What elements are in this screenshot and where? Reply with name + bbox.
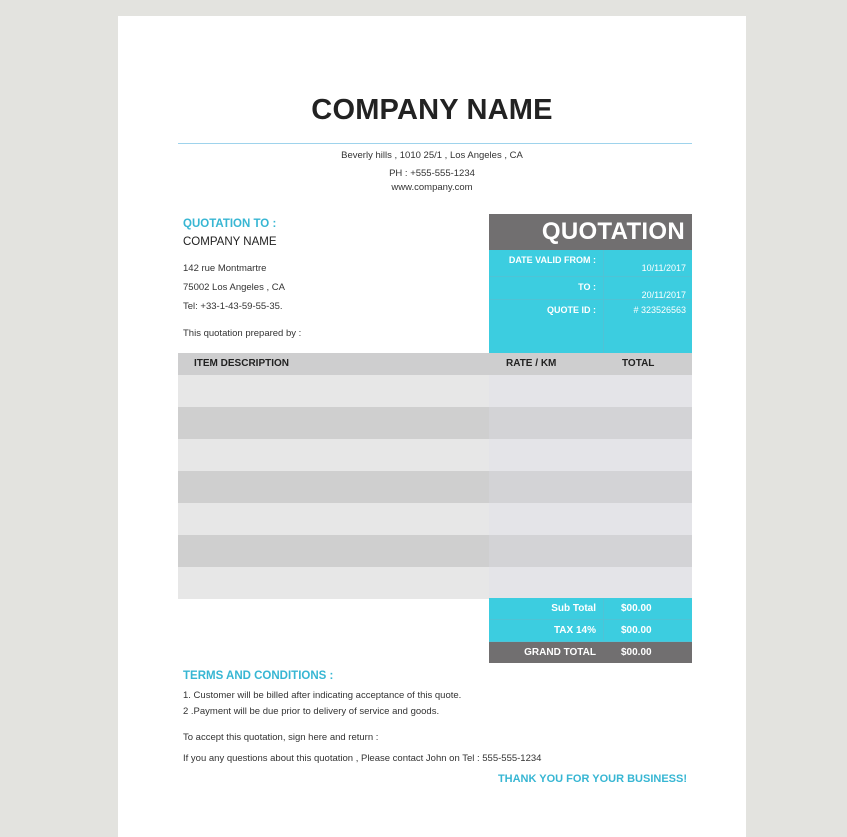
terms-item: 1. Customer will be billed after indicating acceptance of this quote. (183, 690, 462, 701)
quote-value: 10/11/2017 (641, 263, 686, 273)
client-company: COMPANY NAME (183, 236, 277, 248)
contact-info: If you any questions about this quotation , Please contact John on Tel : 555-555-1234 (183, 753, 542, 764)
terms-item: 2 .Payment will be due prior to delivery of service and goods. (183, 706, 440, 717)
header-total: TOTAL (622, 358, 655, 369)
table-row[interactable] (178, 407, 692, 439)
grand-total-value: $00.00 (621, 647, 652, 658)
thank-you-note: THANK YOU FOR YOUR BUSINESS! (497, 773, 687, 785)
grand-total-row (489, 642, 692, 663)
subtotal-label: Sub Total (551, 603, 596, 614)
quote-label: DATE VALID FROM : (508, 255, 596, 265)
table-row[interactable] (178, 375, 692, 407)
company-title: COMPANY NAME (311, 94, 553, 126)
subtotal-row (489, 598, 692, 620)
table-row[interactable] (178, 471, 692, 503)
quote-label: TO : (578, 282, 596, 292)
quote-row-date-from (489, 250, 692, 273)
terms-label: TERMS AND CONDITIONS : (183, 670, 334, 682)
quote-row-id (489, 299, 692, 323)
prepared-by: This quotation prepared by : (183, 328, 302, 339)
client-tel: Tel: +33-1-43-59-55-35. (183, 301, 283, 312)
quote-value: 20/11/2017 (641, 290, 686, 300)
subtotal-value: $00.00 (621, 603, 652, 614)
quote-info-box (489, 214, 692, 353)
header-item-description: ITEM DESCRIPTION (194, 358, 290, 369)
quote-value: # 323526563 (633, 305, 686, 315)
tax-value: $00.00 (621, 625, 652, 636)
totals-block (489, 598, 692, 663)
quote-title: QUOTATION (541, 218, 685, 245)
client-city: 75002 Los Angeles , CA (183, 282, 285, 293)
company-phone: PH : +555-555-1234 (389, 168, 475, 179)
company-address: Beverly hills , 1010 25/1 , Los Angeles , CA (341, 150, 523, 161)
quote-title-bar (489, 214, 692, 250)
table-header (178, 353, 692, 375)
quote-label: QUOTE ID : (547, 305, 596, 315)
table-row[interactable] (178, 503, 692, 535)
quote-row-date-to (489, 276, 692, 300)
quotation-to-label: QUOTATION TO : (183, 218, 277, 230)
header-rate: RATE / KM (506, 358, 557, 369)
tax-label: TAX 14% (553, 625, 596, 636)
header-divider (178, 143, 692, 144)
company-website: www.company.com (391, 182, 473, 193)
tax-row (489, 620, 692, 642)
table-row[interactable] (178, 567, 692, 599)
quotation-document (118, 16, 746, 837)
items-table (178, 353, 692, 599)
table-row[interactable] (178, 535, 692, 567)
table-row[interactable] (178, 439, 692, 471)
client-street: 142 rue Montmartre (183, 263, 267, 274)
accept-instructions: To accept this quotation, sign here and return : (183, 732, 379, 743)
grand-total-label: GRAND TOTAL (524, 647, 596, 658)
